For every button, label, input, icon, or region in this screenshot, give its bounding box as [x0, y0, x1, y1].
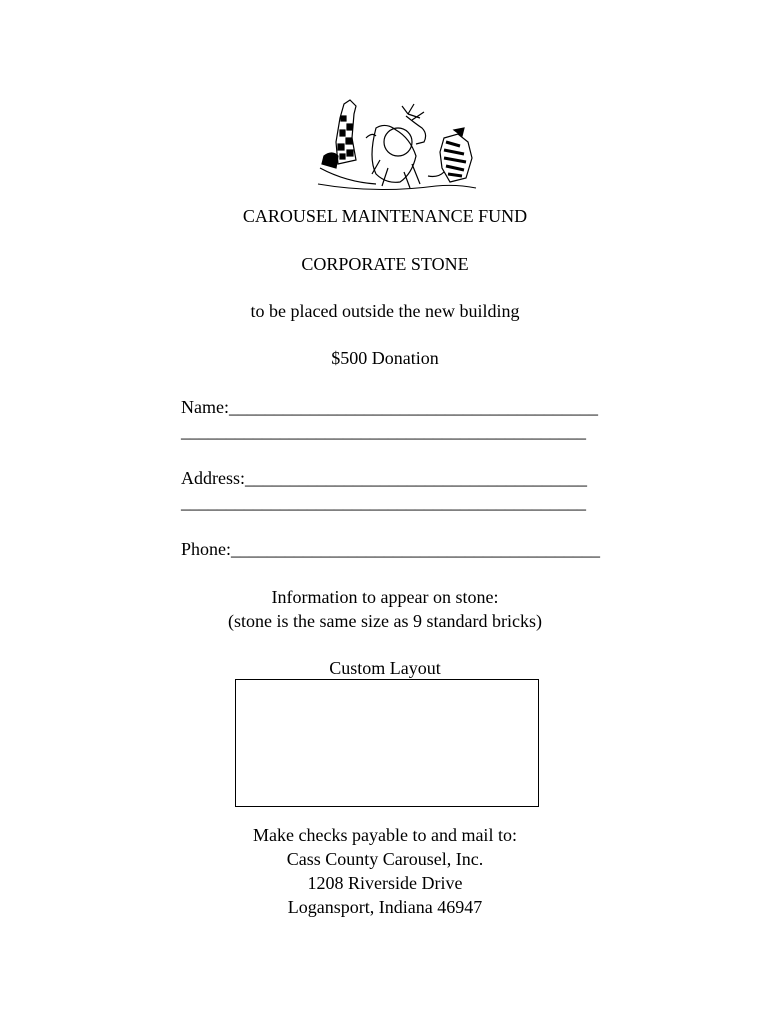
street-address: 1208 Riverside Drive	[307, 873, 463, 893]
city-state-zip: Logansport, Indiana 46947	[287, 897, 483, 917]
stone-subtitle: CORPORATE STONE	[301, 254, 469, 274]
donation-amount: $500 Donation	[331, 348, 439, 368]
phone-field[interactable]: Phone:_________________________________________	[181, 539, 601, 559]
address-field[interactable]: Address:______________________________________	[181, 468, 587, 488]
giraffe-figure	[320, 100, 376, 184]
stone-info-heading: Information to appear on stone:	[271, 587, 499, 607]
name-field-continuation[interactable]: _____________________________________________	[181, 421, 586, 441]
name-field[interactable]: Name:_________________________________________	[181, 397, 598, 417]
payee-name: Cass County Carousel, Inc.	[286, 849, 484, 869]
custom-layout-label: Custom Layout	[329, 658, 441, 678]
zebra-figure	[428, 128, 472, 182]
fund-title: CAROUSEL MAINTENANCE FUND	[242, 206, 528, 226]
deer-figure	[366, 104, 426, 188]
mail-instructions: Make checks payable to and mail to:	[253, 825, 517, 845]
address-field-continuation[interactable]: _____________________________________________	[181, 492, 586, 512]
stone-size-note: (stone is the same size as 9 standard bricks)	[228, 611, 542, 631]
custom-layout-box[interactable]	[235, 679, 539, 807]
carousel-animals-logo	[316, 98, 480, 194]
placement-description: to be placed outside the new building	[250, 301, 520, 321]
